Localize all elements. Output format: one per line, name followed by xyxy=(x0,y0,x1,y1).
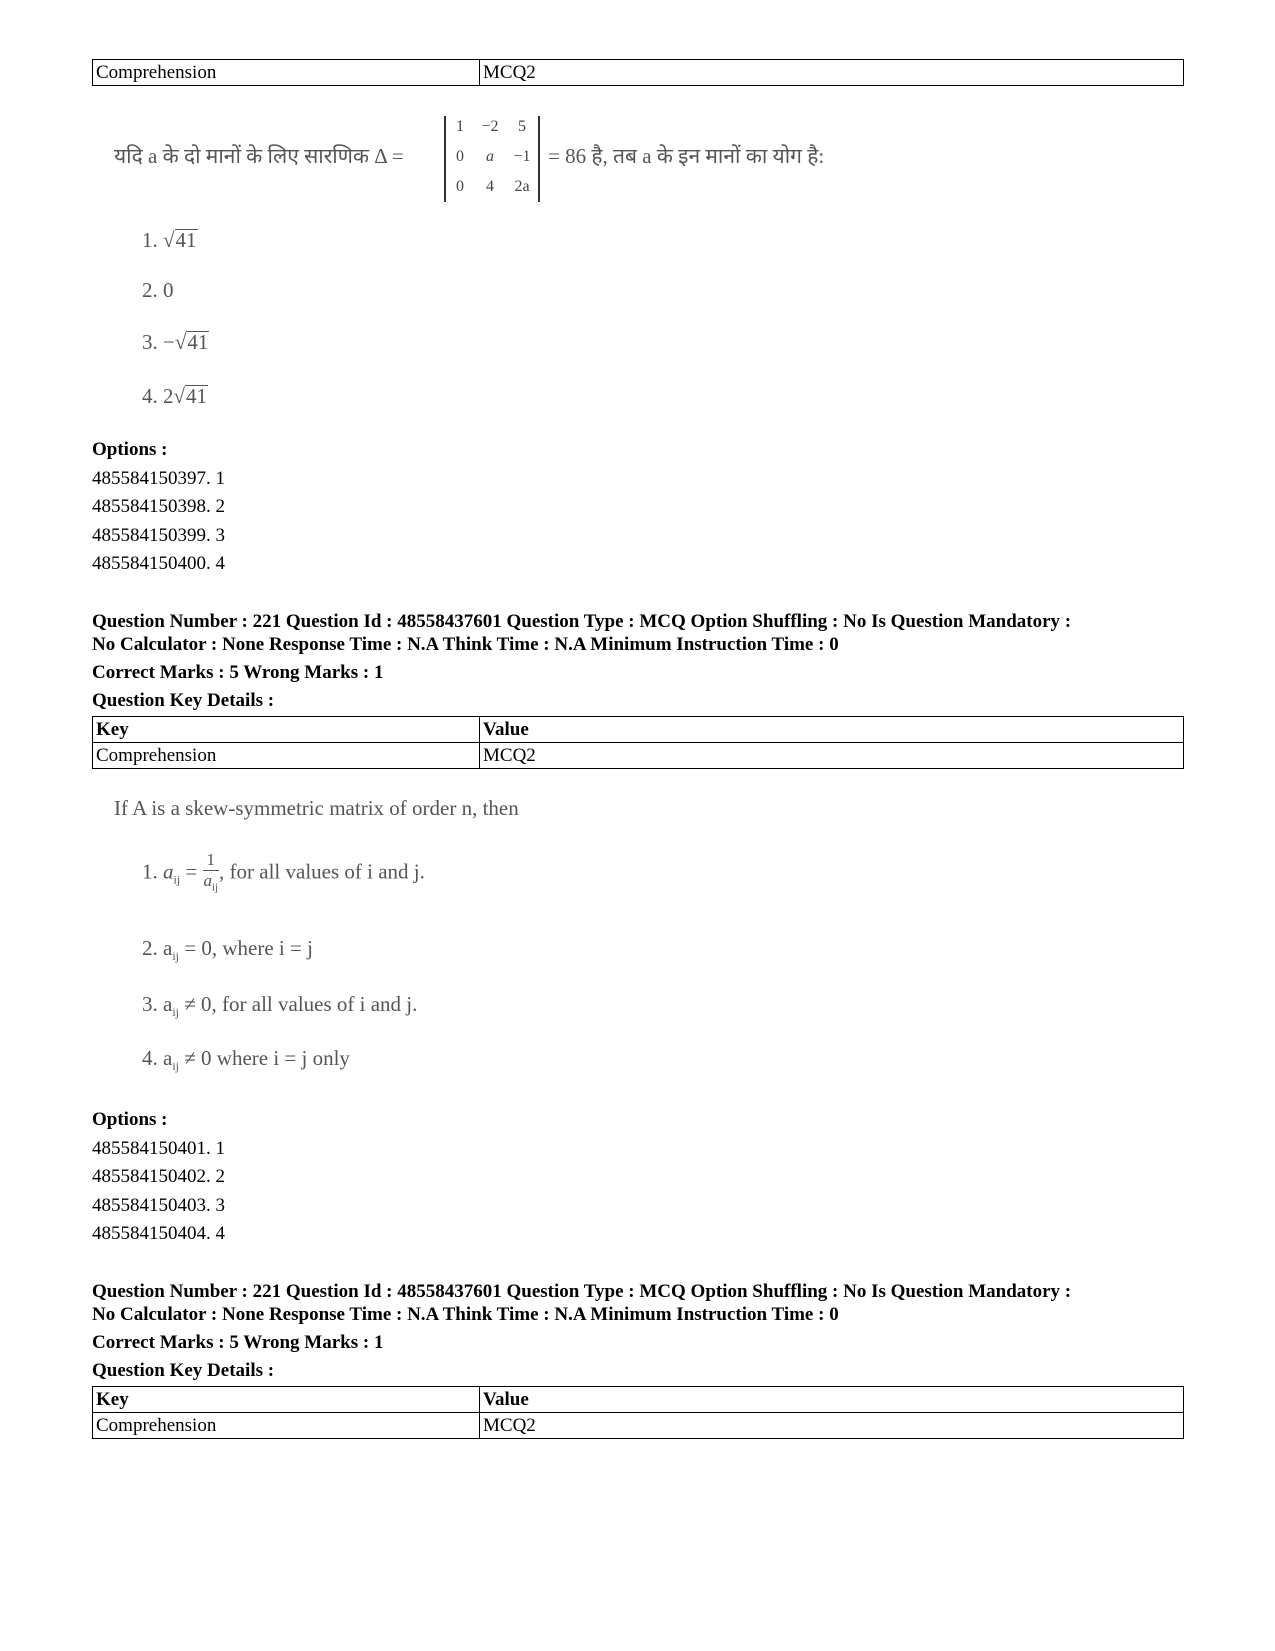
option-number: 2. xyxy=(142,278,158,302)
matrix-cell: 0 xyxy=(456,148,464,165)
determinant-matrix xyxy=(444,116,544,202)
meta-line-3: Correct Marks : 5 Wrong Marks : 1 xyxy=(92,1332,384,1353)
key-cell: Comprehension xyxy=(93,1413,480,1439)
meta-line-2: No Calculator : None Response Time : N.A Think Time : N.A Minimum Instruction Time : 0 xyxy=(92,634,839,655)
option-number: 3. xyxy=(142,992,158,1016)
table-row xyxy=(93,1413,1184,1439)
matrix-cell: 5 xyxy=(518,118,526,135)
q1-option-1: 1. √41 xyxy=(142,228,197,252)
option-id: 485584150400. 4 xyxy=(92,553,225,574)
stem-before: यदि a के दो मानों के लिए सारणिक Δ = xyxy=(114,144,404,168)
value-cell: MCQ2 xyxy=(480,1413,1184,1439)
option-number: 4. xyxy=(142,1046,158,1070)
option-sub: ij xyxy=(172,949,179,964)
opt1-eq: = xyxy=(185,859,198,884)
question-meta-2 xyxy=(92,1280,1202,1382)
question-meta-1 xyxy=(92,610,1202,712)
opt1-lhs-sub: ij xyxy=(173,872,181,887)
q2-option-1 xyxy=(142,850,425,897)
meta-line-1: Question Number : 221 Question Id : 48558437601 Question Type : MCQ Option Shuffling : No Is Question Mandatory : xyxy=(92,1281,1072,1302)
question-key-table-2 xyxy=(92,1386,1184,1439)
option-rest: ≠ 0, for all values of i and j. xyxy=(179,992,418,1016)
option-rest: ≠ 0 where i = j only xyxy=(179,1046,350,1070)
option-number: 2. xyxy=(142,936,158,960)
header-value: Value xyxy=(480,717,1184,743)
matrix-cell: 2a xyxy=(514,178,530,195)
question-1-image xyxy=(114,112,914,442)
value-cell: MCQ2 xyxy=(480,60,1184,86)
q1-option-2 xyxy=(142,278,174,303)
q2-option-4 xyxy=(142,1046,350,1074)
matrix-cell: −1 xyxy=(513,148,531,165)
option-radicand: 41 xyxy=(187,330,209,354)
table-header-row xyxy=(93,717,1184,743)
options-list-1 xyxy=(92,436,225,579)
question-1-stem xyxy=(114,142,404,170)
q1-option-4: 4. 2√41 xyxy=(142,384,208,408)
option-number: 1. xyxy=(142,859,158,884)
option-id: 485584150402. 2 xyxy=(92,1166,225,1187)
option-id: 485584150404. 4 xyxy=(92,1223,225,1244)
options-label: Options : xyxy=(92,439,168,460)
meta-line-4: Question Key Details : xyxy=(92,690,275,711)
matrix-cell: 4 xyxy=(486,178,494,195)
option-id: 485584150399. 3 xyxy=(92,524,225,546)
fraction-numerator: 1 xyxy=(203,850,220,871)
meta-line-1: Question Number : 221 Question Id : 48558437601 Question Type : MCQ Option Shuffling : No Is Question Mandatory : xyxy=(92,611,1072,632)
header-key: Key xyxy=(93,717,480,743)
question-1-stem-after: = 86 है, तब a के इन मानों का योग है: xyxy=(548,144,825,168)
meta-line-4: Question Key Details : xyxy=(92,1360,275,1381)
option-number: 3. xyxy=(142,330,158,354)
option-radicand: 41 xyxy=(186,384,208,408)
meta-line-2: No Calculator : None Response Time : N.A Think Time : N.A Minimum Instruction Time : 0 xyxy=(92,1304,839,1325)
fraction-denominator xyxy=(203,871,220,897)
q2-option-3 xyxy=(142,992,417,1020)
key-cell: Comprehension xyxy=(93,60,480,86)
option-prefix: − xyxy=(163,330,175,354)
question-2-image xyxy=(114,794,814,1094)
question-key-table-top xyxy=(92,59,1184,86)
den-var: a xyxy=(203,871,212,890)
option-sub: ij xyxy=(172,1005,179,1020)
meta-line-3: Correct Marks : 5 Wrong Marks : 1 xyxy=(92,662,384,683)
opt1-lhs: a xyxy=(163,859,174,884)
option-prefix: 2 xyxy=(163,384,174,408)
table-row xyxy=(93,743,1184,769)
den-sub: ij xyxy=(211,881,219,894)
option-id: 485584150398. 2 xyxy=(92,496,225,517)
options-label: Options : xyxy=(92,1109,168,1130)
matrix-cell: 1 xyxy=(456,118,464,135)
option-number: 1. xyxy=(142,228,158,252)
option-var: a xyxy=(163,936,173,960)
option-var: a xyxy=(163,992,173,1016)
q1-option-3: 3. −√41 xyxy=(142,330,209,354)
matrix-cell: 0 xyxy=(456,178,464,195)
option-rest: = 0, where i = j xyxy=(179,936,313,960)
q2-option-2 xyxy=(142,936,313,964)
option-id: 485584150397. 1 xyxy=(92,467,225,489)
opt1-fraction xyxy=(203,850,220,897)
table-header-row xyxy=(93,1387,1184,1413)
question-key-table-1 xyxy=(92,716,1184,769)
option-text: 0 xyxy=(163,278,174,302)
option-id: 485584150401. 1 xyxy=(92,1137,225,1159)
table-row xyxy=(93,60,1184,86)
option-id: 485584150403. 3 xyxy=(92,1194,225,1216)
options-list-2 xyxy=(92,1106,225,1249)
option-var: a xyxy=(163,1046,173,1070)
matrix-cell: a xyxy=(486,148,494,165)
value-cell: MCQ2 xyxy=(480,743,1184,769)
key-cell: Comprehension xyxy=(93,743,480,769)
option-number: 4. xyxy=(142,384,158,408)
header-key: Key xyxy=(93,1387,480,1413)
option-radicand: 41 xyxy=(175,228,197,252)
matrix-cell: −2 xyxy=(481,118,499,135)
header-value: Value xyxy=(480,1387,1184,1413)
opt1-tail: , for all values of i and j. xyxy=(219,859,425,884)
question-2-stem: If A is a skew-symmetric matrix of order n, then xyxy=(114,796,519,820)
option-sub: ij xyxy=(172,1059,179,1074)
